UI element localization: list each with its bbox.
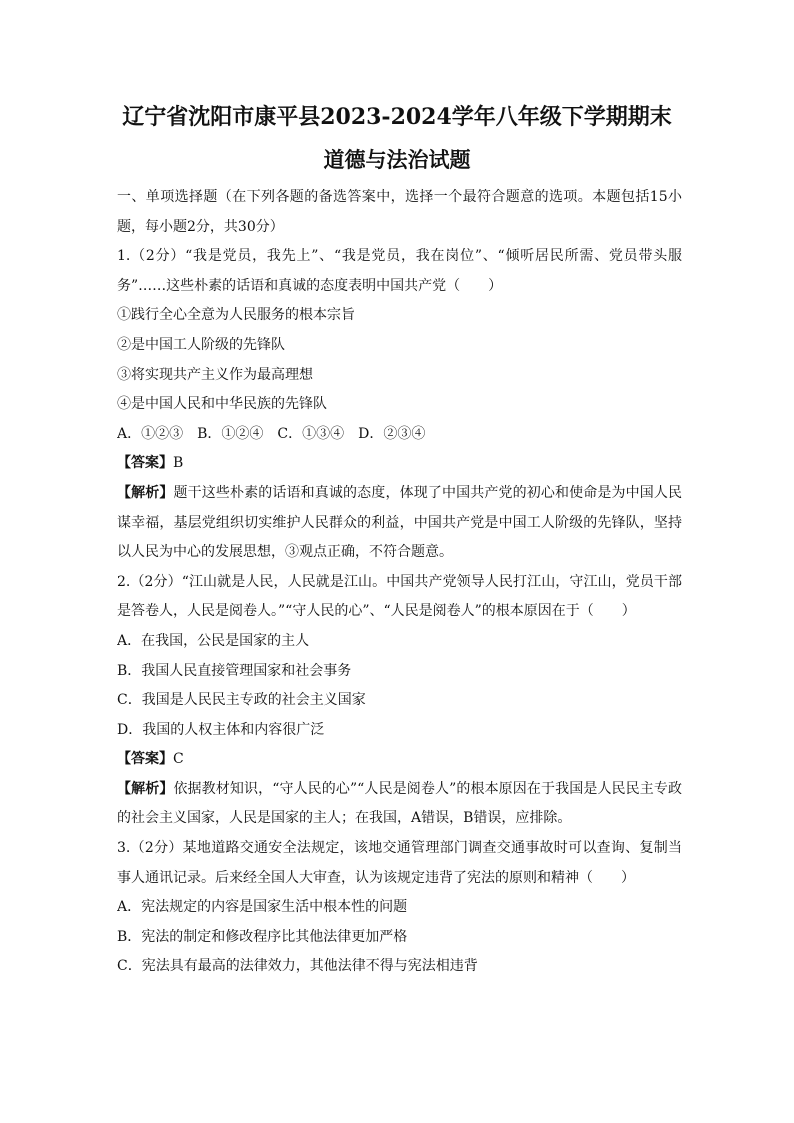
question-2-option-b: B．我国人民直接管理国家和社会事务 — [117, 662, 352, 679]
question-3-option-c: C．宪法具有最高的法律效力，其他法律不得与宪法相违背 — [117, 958, 478, 975]
answer-label: 【答案】 — [117, 751, 173, 768]
analysis-label: 【解析】 — [117, 780, 174, 797]
question-1-statement-3: ③将实现共产主义作为最高理想 — [117, 366, 313, 383]
question-2-option-a: A．在我国，公民是国家的主人 — [117, 632, 310, 649]
question-1-stem: 1.（2分）“我是党员，我先上”、“我是党员，我在岗位”、“倾听居民所需、党员带头服务”……这些朴素的话语和真诚的态度表明中国共产党（ ） — [117, 248, 682, 294]
answer-value: C — [173, 751, 184, 768]
question-3-option-b: B．宪法的制定和修改程序比其他法律更加严格 — [117, 928, 408, 945]
question-1-answer — [117, 449, 682, 479]
question-3-stem: 3.（2分）某地道路交通安全法规定，该地交通管理部门调查交通事故时可以查询、复制当事人通讯记录。后来经全国人大审查，认为该规定违背了宪法的原则和精神（ ） — [117, 840, 682, 886]
section-heading: 一、单项选择题（在下列各题的备选答案中，选择一个最符合题意的选项。本题包括15小题，每小题2分，共30分） — [117, 189, 682, 235]
document-title: 辽宁省沈阳市康平县2023-2024学年八年级下学期期末 — [122, 104, 672, 130]
document-body — [117, 183, 682, 982]
question-3-option-a: A．宪法规定的内容是国家生活中根本性的问题 — [117, 899, 408, 916]
document-subtitle: 道德与法治试题 — [323, 147, 471, 172]
question-2-option-d: D．我国的人权主体和内容很广泛 — [117, 721, 325, 738]
question-2-stem: 2.（2分）“江山就是人民，人民就是江山。中国共产党领导人民打江山，守江山，党员干部是答卷人，人民是阅卷人。”“守人民的心”、“人民是阅卷人”的根本原因在于（ ） — [117, 573, 682, 620]
analysis-text: 题干这些朴素的话语和真诚的态度，体现了中国共产党的初心和使命是为中国人民谋幸福，基层党组织切实维护人民群众的利益，中国共产党是中国工人阶级的先锋队，坚持以人民为中心的发展思想，③观点正确，不符合题意。 — [117, 484, 683, 561]
question-1-analysis — [117, 479, 682, 568]
question-2-analysis — [117, 775, 682, 834]
question-1-statement-1: ①践行全心全意为人民服务的根本宗旨 — [117, 307, 355, 324]
answer-value: B — [173, 455, 184, 472]
question-2-answer — [117, 745, 682, 775]
question-1-statement-2: ②是中国工人阶级的先锋队 — [117, 336, 285, 353]
analysis-text: 依据教材知识，“守人民的心”“人民是阅卷人”的根本原因在于我国是人民民主专政的社会主义国家，人民是国家的主人；在我国，A错误，B错误，应排除。 — [117, 780, 682, 827]
question-1-options: A．①②③ B．①②④ C．①③④ D．②③④ — [117, 425, 426, 442]
answer-label: 【答案】 — [117, 455, 173, 472]
question-2-option-c: C．我国是人民民主专政的社会主义国家 — [117, 692, 366, 709]
question-1-statement-4: ④是中国人民和中华民族的先锋队 — [117, 396, 327, 413]
analysis-label: 【解析】 — [117, 484, 174, 501]
